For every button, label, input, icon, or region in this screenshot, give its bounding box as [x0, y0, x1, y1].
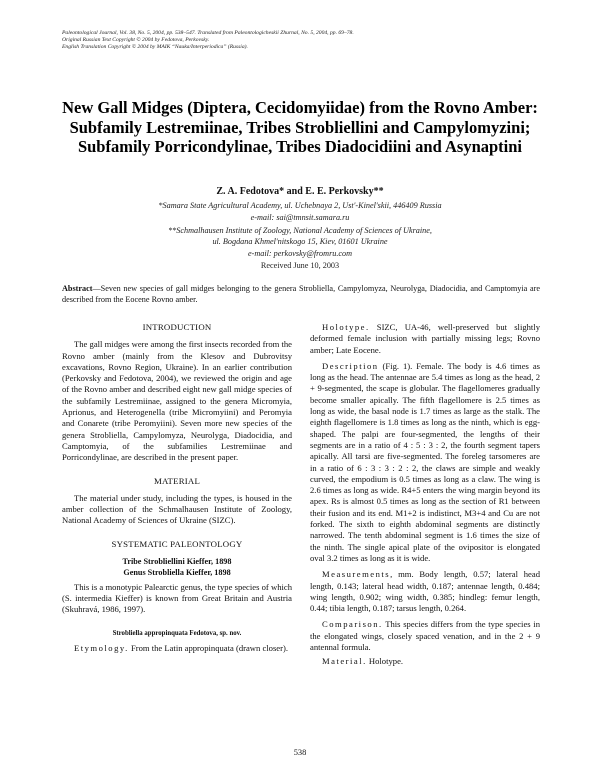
tribe-heading: Tribe Strobliellini Kieffer, 1898	[122, 557, 232, 567]
measurements-text: , mm. Body length, 0.57; lateral head length, 0.143; lateral head width, 0.187; antennae length, 0.484; wing length, 0.902; wing width, 0.385; hindleg: femur length, 0.44; tibia length, 0.187; tarsus length, 0.264.	[310, 569, 540, 614]
right-column	[310, 322, 540, 668]
holotype-paragraph	[310, 322, 540, 356]
email-1: e-mail: sai@tmnsit.samara.ru	[250, 213, 350, 222]
abstract	[62, 283, 540, 305]
comparison-paragraph	[310, 619, 540, 653]
etymology-paragraph	[62, 643, 292, 654]
comparison-label: Comparison.	[322, 619, 383, 630]
abstract-label: Abstract	[62, 284, 93, 293]
comparison-text: This species differs from the type species in the elongated wings, closely spaced venation, and in the 2 + 9 antennal formula.	[310, 619, 540, 653]
affiliation-1: *Samara State Agricultural Academy, ul. Uchebnaya 2, Ust'-Kinel'skii, 446409 Russia	[158, 201, 442, 210]
meta-line-1: Paleontological Journal, Vol. 38, No. 5, 2004, pp. 538–547. Translated from Paleontologicheskii Zhurnal, No. 5, 2004, pp. 69–78.	[62, 30, 354, 36]
description-paragraph	[310, 361, 540, 564]
material-text-right: Holotype.	[366, 656, 404, 667]
genus-text: This is a monotypic Palearctic genus, the type species of which (S. intermedia Kieffer) is known from Great Britain and Austria (Skuhravá, 1986, 1997).	[62, 581, 292, 615]
holotype-label: Holotype.	[322, 322, 370, 332]
material-heading: MATERIAL	[153, 475, 201, 486]
species-heading: Strobliella appropinquata Fedotova, sp. nov.	[112, 629, 242, 637]
abstract-text: —Seven new species of gall midges belonging to the genera Strobliella, Campylomyza, Neurolyga, Diadocidia, and Camptomyia are described from the Eocene Rovno amber.	[62, 284, 540, 304]
paper-title: New Gall Midges (Diptera, Cecidomyiidae) from the Rovno Amber: Subfamily Lestremiinae, Tribes Strobliellini and Campylomyzini; Subfamily Porricondylinae, Tribes Diadocidiini and Asynaptini	[62, 98, 538, 156]
affiliation-2b: ul. Bogdana Khmel'nitskogo 15, Kiev, 01601 Ukraine	[212, 237, 388, 246]
page-number: 538	[293, 748, 307, 757]
etymology-label: Etymology.	[74, 642, 129, 653]
received-date: Received June 10, 2003	[260, 261, 340, 270]
meta-line-3: English Translation Copyright © 2004 by MAIK “Nauka/Interperiodica” (Russia).	[62, 44, 248, 50]
holotype-text: SIZC, UA-46, well-preserved but slightly deformed female inclusion with partially missing legs; Rovno amber; Late Eocene.	[310, 322, 540, 355]
material-text: The material under study, including the types, is housed in the amber collection of the Schmalhausen Institute of Zoology, National Academy of Sciences of Ukraine (SIZC).	[62, 492, 292, 526]
material-paragraph	[310, 656, 540, 667]
authors: Z. A. Fedotova* and E. E. Perkovsky**	[216, 186, 384, 197]
description-label: Description	[322, 360, 379, 371]
journal-meta	[62, 30, 542, 51]
measurements-label: Measurements	[322, 569, 391, 580]
affiliation-2a: **Schmalhausen Institute of Zoology, National Academy of Sciences of Ukraine,	[168, 226, 432, 235]
description-text: (Fig. 1). Female. The body is 4.6 times as long as the head. The antennae are 5.4 times as long as the head, 2 + 9-segmented, the scape is globular. The flagellomeres gradually become smaller apically. The fifth flagellomere is 2.5 times as long as wide, the basal node is 1.7 times as large as the stalk. The eighth flagellomere is 1.8 times as long as the ninth, which is egg-shaped. The palpi are four-segmented, the lengths of their segments are in a ratio of 4 : 5 : 3 : 2, the fourth segment tapers apically. All tarsi are five-segmented. The foreleg tarsomeres are in a ratio of 6 : 3 : 3 : 2 : 2, the claws are simple and weakly curved, the empodium is 0.5 times as long as a claw. The wing is 2.6 times as long as wide. R4+5 enters the wing margin beyond its apex. Rs is almost 0.5 times as long as the section of R1 between their fusion and its end. M1+2 is indistinct, M3+4 and Cu are not forked. The sixth to eighth abdominal segments are distinctly narrowed. The tenth abdominal segment is 1.6 times the size of the ninth. The single apical plate of the ovipositor is elongated oval 3.2 times as long as it is wide.	[310, 360, 540, 563]
etymology-text: From the Latin appropinquata (drawn closer).	[128, 642, 288, 653]
genus-heading: Genus Strobliella Kieffer, 1898	[123, 568, 231, 578]
meta-line-2: Original Russian Text Copyright © 2004 by Fedotova, Perkovsky.	[62, 37, 210, 43]
introduction-heading: INTRODUCTION	[142, 322, 212, 332]
systematic-heading: SYSTEMATIC PALEONTOLOGY	[111, 538, 243, 549]
left-column	[62, 322, 292, 654]
email-2: e-mail: perkovsky@fromru.com	[247, 249, 353, 258]
measurements-paragraph	[310, 569, 540, 614]
material-label: Material.	[322, 656, 367, 667]
introduction-text: The gall midges were among the first insects recorded from the Rovno amber (mainly from the Klesov and Dubrovitsy excavations, Rovno Region, Ukraine). In an earlier contribution (Perkovsky and Fedotova, 2004), we reviewed the origin and age of the Rovno amber and described eight new gall midge species of the subfamily Lestremiinae, assigned to the genera Micromyia, Aprionus, and Heterogenella (tribe Micromyiini) and Peromyia and Conarete (tribe Peromyiini). Seven more new species of the genera Strobliella, Campylomyza, Neurolyga, Diadocidia, and Camptomyia, of the subfamilies Lestremiinae and Porricondylinae, are described in the present paper.	[62, 339, 292, 463]
